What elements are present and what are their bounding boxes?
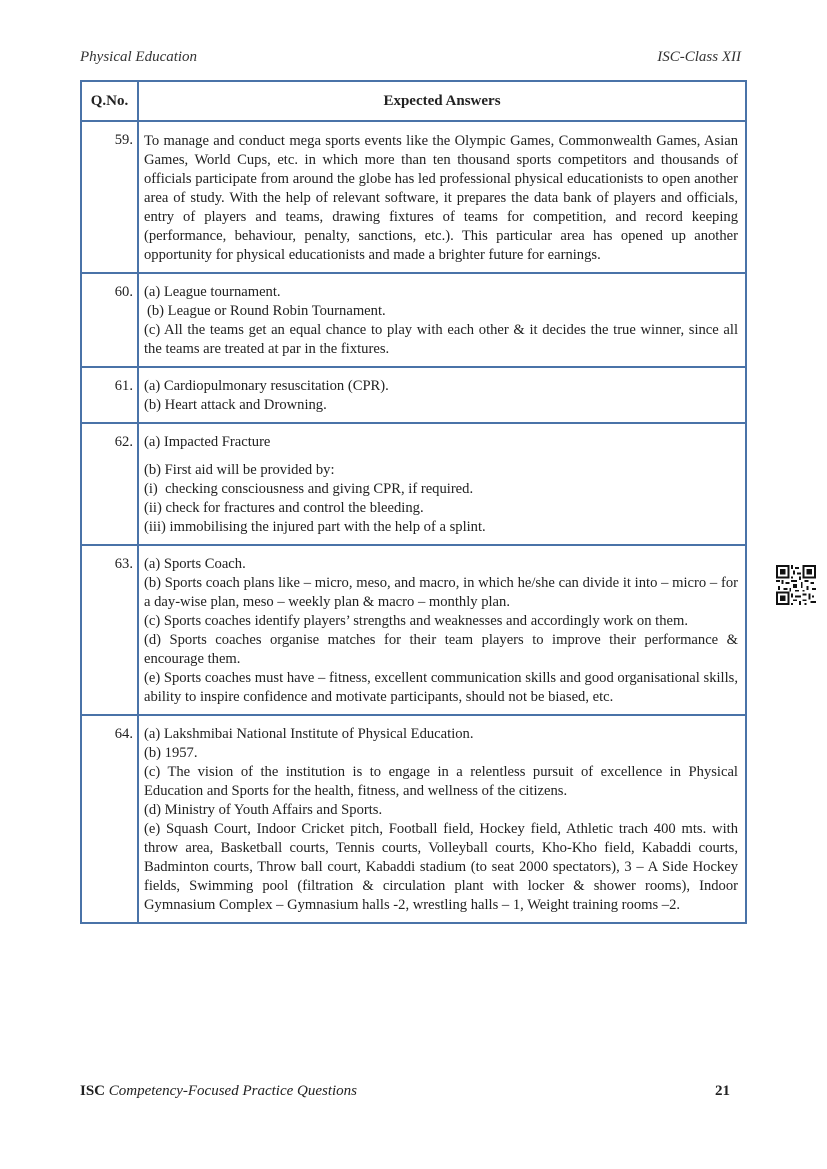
question-number: 62. bbox=[81, 423, 138, 545]
answer-line: (i) checking consciousness and giving CPR, if required. bbox=[144, 481, 474, 497]
answer-cell bbox=[138, 121, 746, 273]
table-row bbox=[81, 423, 746, 545]
footer-brand: ISC bbox=[80, 1083, 106, 1099]
answer-line: (a) Lakshmibai National Institute of Physical Education. bbox=[144, 726, 474, 742]
answer-line: (a) League tournament. bbox=[144, 284, 281, 300]
answer-line: (c) Sports coaches identify players’ strengths and weaknesses and accordingly work on them. bbox=[144, 613, 688, 629]
answer-cell bbox=[138, 545, 746, 715]
table-row bbox=[81, 545, 746, 715]
table-row bbox=[81, 367, 746, 423]
question-number: 61. bbox=[81, 367, 138, 423]
table-header-row bbox=[81, 81, 746, 121]
answer-cell bbox=[138, 273, 746, 367]
answer-line: (iii) immobilising the injured part with the help of a splint. bbox=[144, 519, 486, 535]
answer-line: (a) Sports Coach. bbox=[144, 556, 246, 572]
footer-subtitle: Competency-Focused Practice Questions bbox=[108, 1083, 358, 1099]
question-number: 59. bbox=[81, 121, 138, 273]
column-header-qno: Q.No. bbox=[81, 81, 138, 121]
answer-cell bbox=[138, 715, 746, 923]
answer-line: (b) 1957. bbox=[144, 745, 198, 761]
answer-cell bbox=[138, 367, 746, 423]
qr-code-icon[interactable] bbox=[776, 565, 816, 605]
question-number: 64. bbox=[81, 715, 138, 923]
answer-line: (e) Squash Court, Indoor Cricket pitch, Football field, Hockey field, Athletic trach 400 mts. with throw area, Basketball courts, Tennis courts, Volleyball courts, Kho-Kho field, Kabaddi courts, Badminton courts, Throw ball court, Kabaddi stadium (to seat 2000 spectators), 3 – A Side Hockey fields, Swimming pool (filtration & circulation plant with locker & shower rooms), Indoor Gymnasium Complex – Gymnasium halls -2, wrestling halls – 1, Weight training rooms –2. bbox=[144, 821, 738, 913]
table-row bbox=[81, 121, 746, 273]
answer-cell bbox=[138, 423, 746, 545]
page-number: 21 bbox=[715, 1083, 730, 1099]
answer-line: (b) Heart attack and Drowning. bbox=[144, 397, 327, 413]
answer-line: (b) League or Round Robin Tournament. bbox=[147, 303, 386, 319]
answer-line: (a) Impacted Fracture bbox=[144, 434, 271, 450]
header-subject: Physical Education bbox=[80, 49, 198, 65]
answer-line: To manage and conduct mega sports events like the Olympic Games, Commonwealth Games, Asian Games, World Cups, etc. in which more than ten thousand sports competitors and thousands of officials participate from around the globe has led professional physical educationists to open another area of study. With the help of relevant software, it prepares the data bank of players and officials, entry of players and teams, drawing fixtures of teams for competition, and record keeping (performance, behaviour, penalty, sanctions, etc.). This particular area has opened up another opportunity for physical educationists and made a brighter future for earnings. bbox=[144, 133, 738, 263]
answer-line: (a) Cardiopulmonary resuscitation (CPR). bbox=[144, 378, 389, 394]
table-row bbox=[81, 273, 746, 367]
answer-line: (b) Sports coach plans like – micro, meso, and macro, in which he/she can divide it into – micro – for a day-wise plan, meso – weekly plan & macro – monthly plan. bbox=[144, 575, 738, 610]
column-header-answers: Expected Answers bbox=[138, 81, 746, 121]
footer-title bbox=[80, 1083, 357, 1100]
answer-line: (e) Sports coaches must have – fitness, excellent communication skills and good organisational skills, ability to inspire confidence and motivate participants, should not be biased, etc. bbox=[144, 670, 738, 705]
answers-table bbox=[80, 80, 747, 924]
answer-line: (c) The vision of the institution is to engage in a relentless pursuit of excellence in Physical Education and Sports for the health, fitness, and wellness of the citizens. bbox=[144, 764, 738, 799]
question-number: 60. bbox=[81, 273, 138, 367]
answer-line: (c) All the teams get an equal chance to play with each other & it decides the true winner, since all the teams are treated at par in the fixtures. bbox=[144, 322, 738, 357]
table-row bbox=[81, 715, 746, 923]
answer-line: (d) Ministry of Youth Affairs and Sports. bbox=[144, 802, 383, 818]
answer-line: (b) First aid will be provided by: bbox=[144, 462, 335, 478]
question-number: 63. bbox=[81, 545, 138, 715]
answer-line: (ii) check for fractures and control the bleeding. bbox=[144, 500, 424, 516]
header-class: ISC-Class XII bbox=[657, 49, 741, 65]
answer-line: (d) Sports coaches organise matches for their team players to improve their performance & encourage them. bbox=[144, 632, 738, 667]
